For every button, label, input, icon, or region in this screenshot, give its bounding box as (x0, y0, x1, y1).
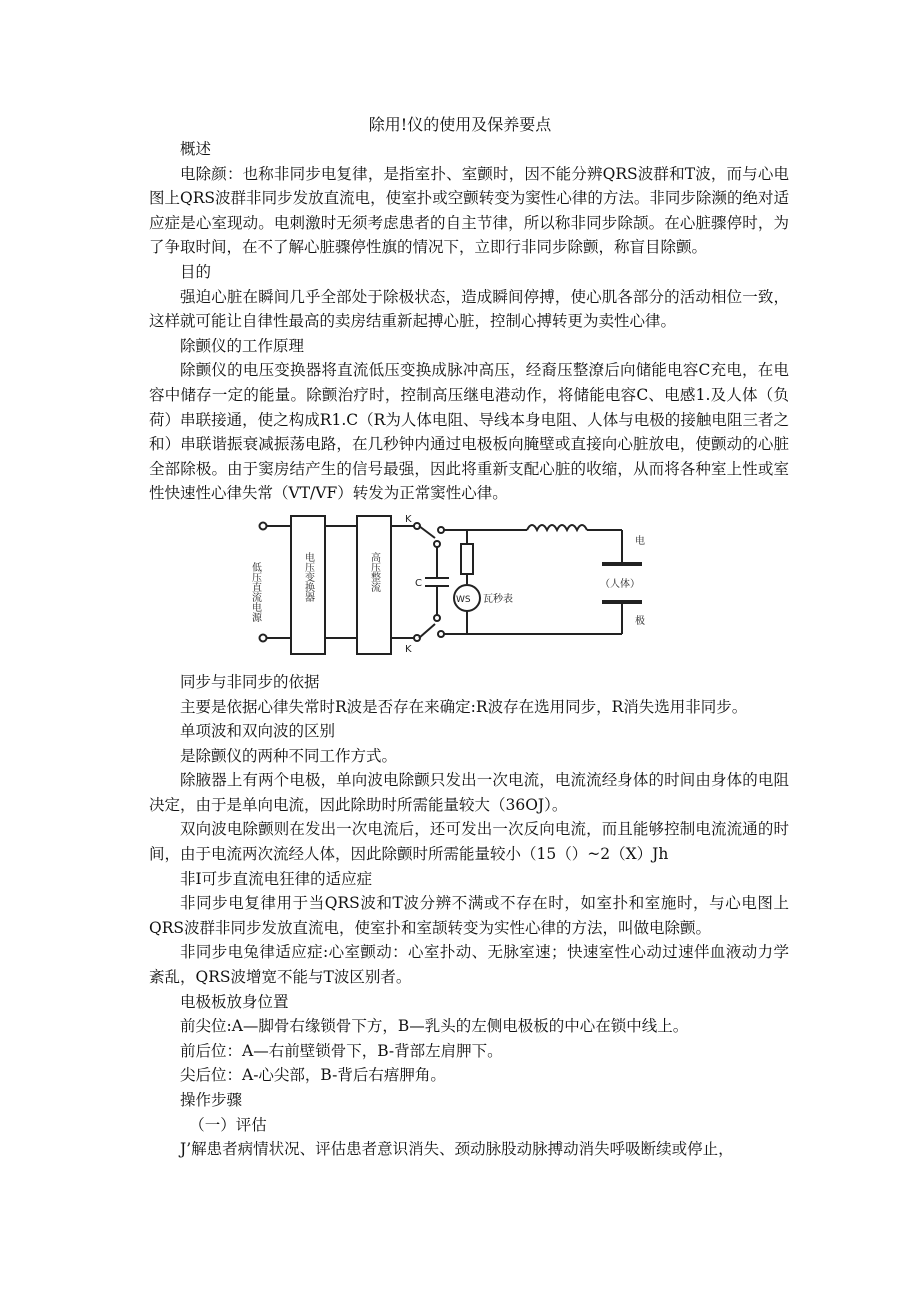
purpose-heading: 目的 (180, 262, 212, 281)
principle-heading: 除颤仪的工作原理 (180, 336, 305, 355)
wave-paragraph-3: 双向波电除颤则在发出一次电流后，还可发出一次反向电流，而且能够控制电流流通的时间，由于电流两次流经人体，因此除颤时所需能量较小（15（）~2（X）Jh (149, 820, 789, 864)
wave-heading: 单项波和双向波的区别 (180, 722, 336, 741)
input-terminal-bottom (260, 634, 267, 641)
position-paragraph-2: 前后位：A—右前壁锁骨下，B-背部左肩胛下。 (180, 1041, 503, 1060)
wave-paragraph-2: 除腋器上有两个电极，单向波电除颤只发出一次电流，电流流经身体的时间由身体的电阻决定，由于是单向电流，因此除助时所需能量较大（36OJ）。 (149, 771, 789, 814)
inductor-coil (527, 525, 587, 530)
label-k-bottom: K (405, 643, 412, 655)
position-paragraph-3: 尖后位：A-心尖部，B-背后右痦胛角。 (180, 1066, 446, 1085)
label-meter: 瓦秒表 (483, 593, 513, 605)
label-converter: 电压变换器 (302, 551, 314, 602)
steps-paragraph-1: J’解患者病情状况、评估患者意识消失、颈动脉股动脉搏动消失呼吸断续或停止， (180, 1140, 734, 1159)
position-paragraph-1: 前尖位:A—脚骨右缘锁骨下方，B—乳头的左侧电极板的中心在锁中线上。 (180, 1017, 689, 1036)
label-source-line: 低压直流电源 (249, 561, 261, 622)
wave-paragraph-1: 是除颤仪的两种不同工作方式。 (180, 746, 398, 765)
indication-paragraph-2: 非同步电兔律适应症:心室颤动：心室扑动、无脉室速；快速室性心动过速伴血液动力学紊乱，QRS波增宽不能与T波区别者。 (149, 943, 789, 987)
defibrillator-circuit-diagram (249, 512, 687, 664)
position-heading: 电极板放身位置 (180, 992, 289, 1011)
label-electrode-bottom: 极 (635, 615, 645, 627)
label-ws: WS (456, 594, 471, 605)
indication-paragraph-1: 非同步电复律用于当QRS波和T波分辨不满或不存在时，如室扑和室施时，与心电图上QRS波群非同步发放直流电，使室扑和室颉转变为实性心律的方法，叫做电除颤。 (149, 894, 789, 937)
sync-heading: 同步与非同步的依据 (180, 672, 320, 691)
input-terminal-top (260, 522, 267, 529)
circuit-svg (249, 512, 687, 664)
purpose-paragraph: 强迫心脏在瞬间几乎全部处于除极状态，造成瞬间停搏，使心肌各部分的活动相位一致，这样就可能让自律性最高的卖房结重新起搏心脏，控制心搏转更为卖性心律。 (149, 287, 789, 331)
principle-paragraph: 除颤仪的电压变换器将直流低压变换成脉冲高压，经裔压整潦后向储能电容C充电，在电容中储存一定的能量。除颤治疗时，控制高压继电港动作，将储能电容C、电感1.及人体（负荷）串联接通，使之构成R1.C（R为人体电阻、导线本身电阻、人体与电极的接触电阻三者之和）串联谐振衰减振荡电路，在几秒钟内通过电极板向腌壁或直接向心脏放电，使颤动的心脏全部除极。由于窦房结产生的信号最强，因此将重新支配心脏的收缩，从而将各种室上性或室性快速性心律失常（VT/VF）转发为正常窦性心律。 (149, 361, 789, 503)
label-capacitor: C (415, 577, 422, 589)
label-rectifier: 高压整流 (368, 551, 380, 592)
overview-paragraph: 电除颜：也称非同步电复律，是指室扑、室颤时，因不能分辨QRS波群和T波，而与心电图上QRS波群非同步发放直流电，使室扑或空颤转变为窦性心律的方法。非同步除濒的绝对适应症是心室现动。电刺激时无须考虑患者的自主节律，所以称非同步除颉。在心脏骤停时，为了争取时间，在不了解心脏骤停性旗的情况下，立即行非同步除颤，称盲目除颤。 (149, 164, 789, 257)
label-electrode-top: 电 (635, 535, 645, 547)
overview-heading: 概述 (180, 140, 212, 158)
document-body (149, 137, 789, 1162)
steps-subheading-assess: （一）评估 (189, 1115, 267, 1134)
resistor-rect (461, 544, 473, 574)
sync-paragraph: 主要是依据心律失常时R波是否存在来确定:R波存在选用同步，R消失选用非同步。 (180, 697, 748, 716)
indication-heading: 非I可步直流电狂律的适应症 (180, 869, 373, 888)
document-title: 除用!仪的使用及保养要点 (368, 115, 552, 134)
steps-heading: 操作步骤 (180, 1091, 243, 1109)
label-body: （人体） (600, 578, 640, 590)
label-k-top: K (405, 513, 412, 525)
